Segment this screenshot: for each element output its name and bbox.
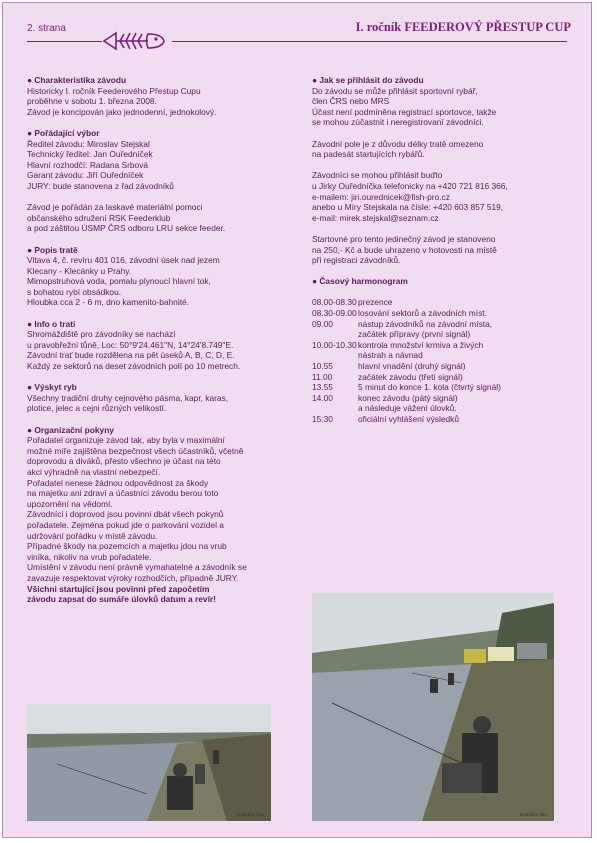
section-fish bbox=[27, 382, 295, 414]
section-organization bbox=[27, 425, 295, 605]
schedule-time: 10.55 bbox=[312, 361, 333, 372]
section-heading: ● Info o trati bbox=[27, 318, 76, 329]
section-track bbox=[27, 245, 295, 309]
section-heading: ● Časový harmonogram bbox=[312, 276, 408, 287]
section-heading: ● Výskyt ryb bbox=[27, 382, 77, 393]
section-heading: ● Pořádající výbor bbox=[27, 127, 100, 138]
section-heading: ● Popis tratě bbox=[27, 244, 78, 255]
schedule-time: 14.00 bbox=[312, 392, 333, 403]
left-column bbox=[27, 75, 295, 605]
section-text: Vltava 4, č. revíru 401 016, závodní úsek nad jezem Klecany - Klecánky u Prahy. Mimopstruhová voda, pomalu plynoucí hlavní tok, s bohatou rybí obsádkou. Hloubka cca 2 - 6 m, dno kamenito-bahnité. bbox=[27, 255, 220, 308]
schedule-event: 5 minut do konce 1. kola (čtvrtý signál) bbox=[358, 382, 501, 393]
fish-skeleton-icon bbox=[98, 28, 168, 54]
schedule-event: kontrola množství krmiva a živých nástrah a návnad bbox=[358, 339, 484, 361]
schedule-event: hlavní vnadění (druhý signál) bbox=[358, 361, 466, 372]
schedule-time: 09.00 bbox=[312, 318, 333, 329]
section-field-limit bbox=[312, 139, 572, 160]
section-text: Všechny tradiční druhy cejnového pásma, kapr, karas, plotice, jelec a cejni různých velikostí. bbox=[27, 392, 229, 414]
section-text: Historicky I. ročník Feederového Přestup Cupu proběhne v sobotu 1. března 2008. Závod je koncipován jako jednodenní, jednokolový. bbox=[27, 85, 217, 117]
schedule-table bbox=[312, 297, 572, 424]
page-number: 2. strana bbox=[27, 23, 66, 34]
section-sponsors bbox=[27, 202, 295, 234]
page-title: I. ročník FEEDEROVÝ PŘESTUP CUP bbox=[355, 20, 571, 34]
section-text: Startovné pro tento jedinečný závod je stanoveno na 250,- Kč a bude uhrazeno v hotovosti na místě při registraci závodníků. bbox=[312, 233, 497, 266]
section-text: Ředitel závodu: Miroslav Stejskal Technický ředitel: Jan Ouředníček Hlavní rozhodčí: Radana Srbová Garant závodu: Jiří Ouředníček JURY: bude stanovena z řad závodníků bbox=[27, 138, 174, 191]
section-text: Do závodu se může přihlásit sportovní rybář, člen ČRS nebo MRS Účast není podmíněna registrací sportovce, takže se mohou zúčastnit i neregistrovaní závodníci. bbox=[312, 85, 497, 128]
header-rule-right bbox=[172, 41, 567, 42]
right-column bbox=[312, 75, 572, 425]
schedule-event: losování sektorů a závodních míst. bbox=[358, 308, 487, 319]
photo-credit: Ilustrační foto bbox=[237, 812, 265, 817]
schedule-event: začátek závodu (třetí signál) bbox=[358, 371, 463, 382]
section-heading: ● Jak se přihlásit do závodu bbox=[312, 75, 424, 85]
schedule-time: 10.00-10.30 bbox=[312, 339, 357, 350]
section-track-info bbox=[27, 319, 295, 372]
schedule-time: 11.00 bbox=[312, 371, 333, 382]
section-text: Závod je pořádán za laskavé materiální pomoci občanského sdružení RSK Feederklub a pod záštitou ÚSMP ČRS odboru LRU sekce feeder. bbox=[27, 202, 226, 234]
section-characteristics bbox=[27, 75, 295, 117]
header-rule-left bbox=[27, 41, 102, 42]
schedule-event: oficiální vyhlášení výsledků bbox=[358, 414, 460, 424]
section-schedule bbox=[312, 276, 572, 424]
section-text: Závodníci se mohou přihlásit buďto u Jirky Ouředníčka telefonicky na +420 721 816 366, e-mailem: jiri.ourednicek@fish-pro.cz anebo u Míry Stejskala na čísle: +420 603 857 519, e-mail: mirek.stejskal@seznam.cz bbox=[312, 170, 508, 223]
river-photo-right bbox=[312, 593, 554, 821]
warning-text: Všichni startující jsou povinni před započetím závodu zapsat do sumáře úlovků datum a revír! bbox=[27, 583, 216, 605]
schedule-event: nástup závodníků na závodní místa, začátek přípravy (první signál) bbox=[358, 318, 493, 340]
river-photo-left bbox=[27, 704, 271, 821]
schedule-time: 08.00-08.30 bbox=[312, 297, 357, 308]
section-heading: ● Charakteristika závodu bbox=[27, 75, 127, 85]
schedule-event: prezence bbox=[358, 297, 393, 308]
photo-credit: Ilustrační foto bbox=[520, 812, 548, 817]
schedule-time: 15:30 bbox=[312, 414, 333, 424]
section-text: Pořadatel organizuje závod tak, aby byla v maximální možné míře zajištěna bezpečnost všech účastníků, včetně doprovodu a diváků, přesto všechno je účast na této akci výhradně na vlastní nebezpečí. Pořadatel nenese žádnou odpovědnost za škody na majetku ani zdraví a účastníci závodu berou toto upozornění na vědomí. Závodníci i doprovod jsou povinni dbát všech pokynů pořadatele. Zejména pokud jde o parkování vozidel a udržování pořádku v místě závodu. Případné škody na pozemcích a majetku jdou na vrub viníka, nikoliv na vrub pořadatele. Umístění v závodu není právně vymahatelné a závodník se zavazuje respektovat výroky rozhodčích, případně JURY. bbox=[27, 435, 247, 583]
section-committee bbox=[27, 128, 295, 192]
section-registration bbox=[312, 75, 572, 128]
schedule-time: 08.30-09.00 bbox=[312, 308, 357, 319]
section-contacts bbox=[312, 170, 572, 223]
section-heading: ● Organizační pokyny bbox=[27, 424, 114, 435]
section-fee bbox=[312, 234, 572, 266]
section-text: Závodní pole je z důvodu délky tratě omezeno na padesát startujících rybářů. bbox=[312, 138, 484, 160]
section-text: Shromáždiště pro závodníky se nachází u pravobřežní tůně, Loc: 50°9'24.461"N, 14°24'8.749"E. Závodní trať bude rozdělena na pět úseků A, B, C, D, E. Každý ze sektorů na deset závodních polí po 10 metrech. bbox=[27, 329, 241, 372]
schedule-time: 13.55 bbox=[312, 382, 333, 393]
schedule-event: konec závodu (pátý signál) a následuje vážení úlovků. bbox=[358, 392, 458, 414]
